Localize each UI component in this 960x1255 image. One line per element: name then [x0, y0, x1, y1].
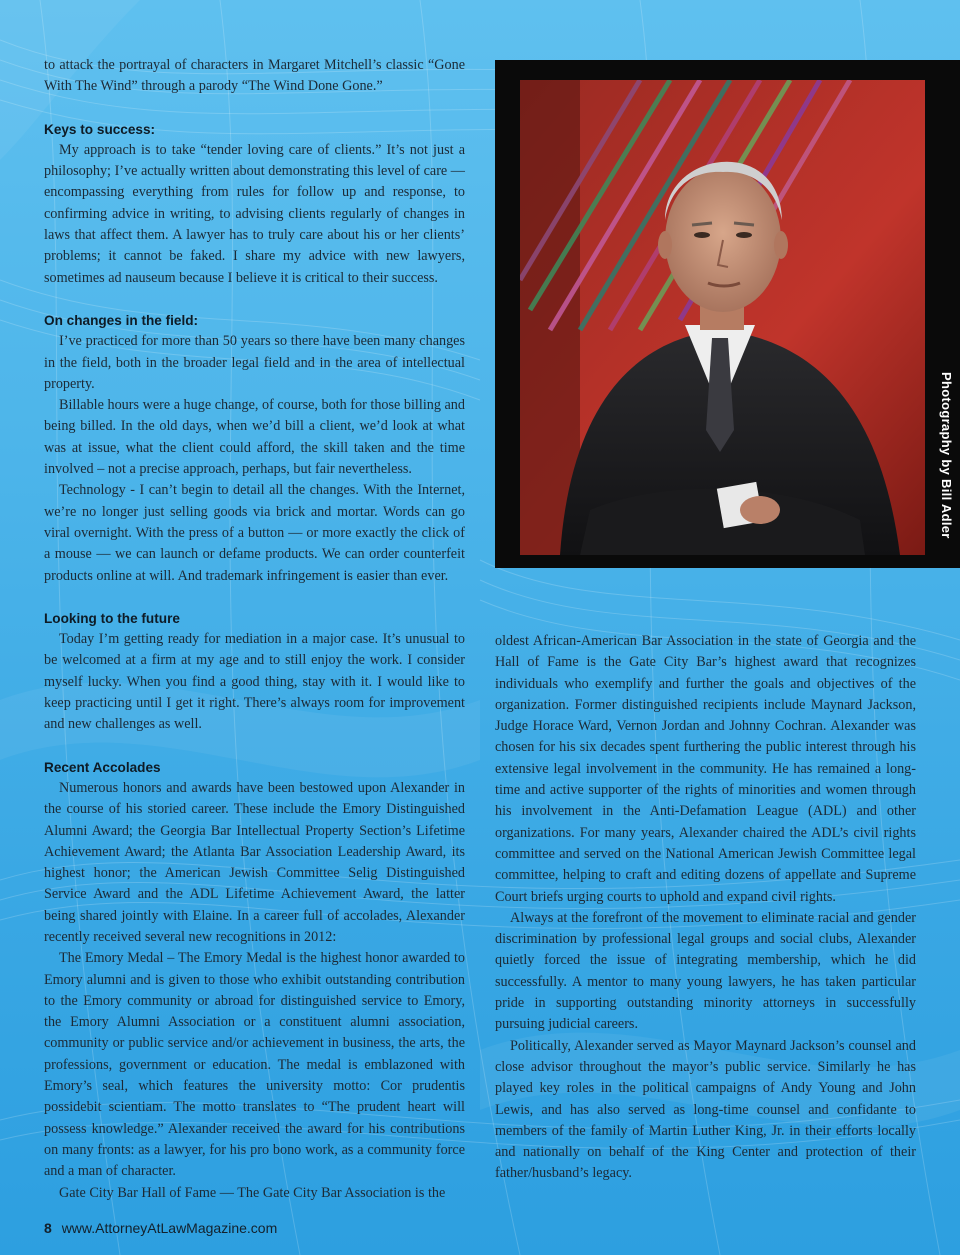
left-article-column — [44, 55, 465, 1204]
paragraph: The Emory Medal – The Emory Medal is the highest honor awarded to Emory alumni and is given to those who exhibit outstanding contribution to the Emory community or abroad for distinguished service to Emory, the Emory Alumni Association or a constituent alumni association, community or public service and/or achievement in business, the arts, the professions, government or education. The medal is emblazoned with Emory’s seal, which features the university motto: Cor prudentis possidebit scientiam. The motto translates to “The prudent heart will possess knowledge.” Alexander received the award for his contributions on many fronts: as a lawyer, for his pro bono work, as a community force and a man of character. — [44, 950, 465, 1180]
page-footer — [44, 1220, 277, 1236]
paragraph: Politically, Alexander served as Mayor Maynard Jackson’s counsel and close advisor throughout the mayor’s public service. Similarly he has played key roles in the political campaigns of Andy Young and John Lewis, and has also served as long-time counsel and confidante to members of the family of Martin Luther King, Jr. in their efforts locally and nationally on behalf of the King Center and protection of their father/husband’s legacy. — [495, 1037, 916, 1182]
right-article-column — [495, 631, 916, 1185]
section-heading-looking-to-future: Looking to the future — [44, 610, 180, 626]
paragraph: Numerous honors and awards have been bestowed upon Alexander in the course of his storied career. These include the Emory Distinguished Alumni Award; the Georgia Bar Intellectual Property Section’s Lifetime Achievement Award; the Atlanta Bar Association Leadership Award, its highest honor; the American Jewish Committee Selig Distinguished Service Award and the ADL Lifetime Achievement Award, the latter being shared jointly with Elaine. In a career full of accolades, Alexander recently received several new recognitions in 2012: — [44, 779, 465, 945]
portrait-photo-frame — [495, 60, 960, 568]
section-heading-changes-in-field: On changes in the field: — [44, 312, 199, 328]
paragraph: Gate City Bar Hall of Fame — The Gate City Bar Association is the — [59, 1184, 446, 1201]
paragraph: Technology - I can’t begin to detail all the changes. With the Internet, we’re no longer just selling goods via brick and mortar. Words can go viral overnight. With the press of a button — or more exactly the click of a mouse — we can launch or defame products. We can order counterfeit products online at will. And trademark infringement is easier than ever. — [44, 482, 465, 584]
paragraph: Today I’m getting ready for mediation in a major case. It’s unusual to be welcomed at a firm at my age and to still enjoy the work. I consider myself lucky. When you find a good thing, stay with it. I would like to keep practicing until I get it right. There’s always room for improvement and new challenges as well. — [44, 631, 465, 733]
paragraph: I’ve practiced for more than 50 years so there have been many changes in the field, both in the broader legal field and in the area of intellectual property. — [44, 333, 465, 392]
paragraph: Billable hours were a huge change, of course, both for those billing and being billed. In the old days, when we’d bill a client, we’d look at what was at issue, what the client could afford, the skill taken and the time involved – not a precise approach, perhaps, but fair nevertheless. — [44, 397, 465, 478]
intro-paragraph: to attack the portrayal of characters in Margaret Mitchell’s classic “Gone With The Wind” through a parody “The Wind Done Gone.” — [44, 57, 465, 95]
paragraph: oldest African-American Bar Association in the state of Georgia and the Hall of Fame is the Gate City Bar’s highest award that recognizes individuals who exemplify and further the goals and objectives of the organization. Former distinguished recipients include Maynard Jackson, Judge Horace Ward, Vernon Jordan and Johnny Cochran. Alexander was chosen for his six decades spent furthering the public interest through his extensive legal involvement in the community. He has remained a long-time and active supporter of the rights of minorities and women through his involvement in the Anti-Defamation League (ADL) and other organizations. For many years, Alexander chaired the ADL’s civil rights committee and served on the National American Jewish Committee legal committee, helping to craft and editing dozens of appellate and Supreme Court briefs urging courts to uphold and expand civil rights. — [495, 633, 916, 905]
paragraph: My approach is to take “tender loving care of clients.” It’s not just a philosophy; I’ve actually written about demonstrating this level of care — encompassing everything from rules for follow up and response, to confirming advice in writing, to advising clients regularly of changes in laws that affect them. A lawyer has to truly care about his or her clients’ problems; it cannot be faked. I share my advice with new lawyers, sometimes ad nauseum because I believe it is critical to their success. — [44, 141, 465, 286]
photo-credit: Photography by Bill Adler — [939, 372, 954, 539]
section-heading-keys-to-success: Keys to success: — [44, 121, 156, 137]
website-link[interactable]: www.AttorneyAtLawMagazine.com — [61, 1220, 278, 1236]
paragraph: Always at the forefront of the movement to eliminate racial and gender discrimination by professional legal groups and social clubs, Alexander quietly forced the issue of integrating membership, which he did successfully. A mentor to many young lawyers, he has taken particular pride in supporting outstanding minority attorneys in successfully pursuing judicial careers. — [495, 909, 916, 1033]
page-number: 8 — [44, 1220, 52, 1236]
portrait-illustration — [520, 80, 925, 555]
portrait-photo — [520, 80, 925, 555]
section-heading-recent-accolades: Recent Accolades — [44, 759, 161, 775]
